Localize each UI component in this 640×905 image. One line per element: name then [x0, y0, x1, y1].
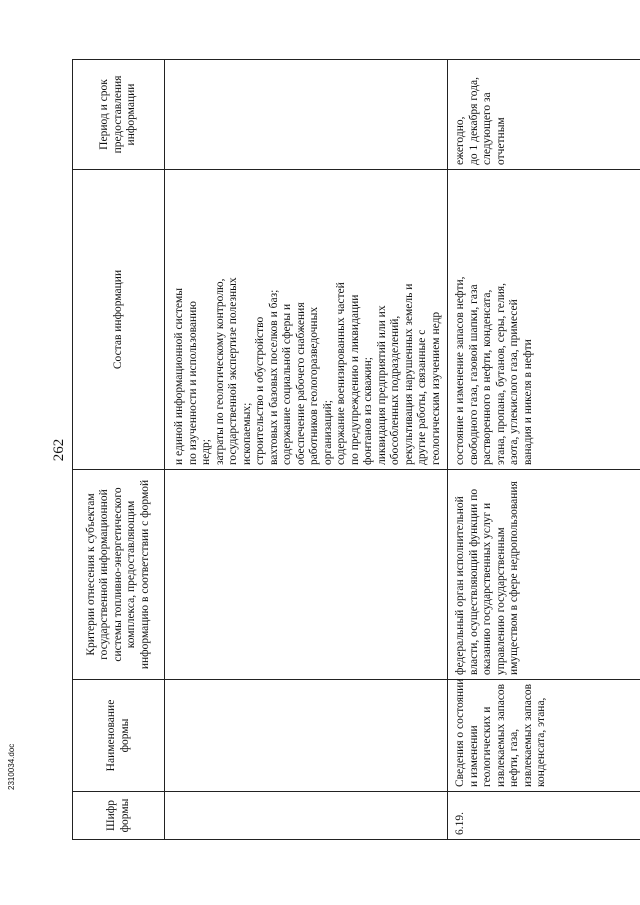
cell-period — [165, 60, 448, 170]
page-number: 262 — [51, 438, 67, 462]
header-criteria: Критерии отнесения к субъектам государственной информационной системы топливно-энергетического комплекса, предоставляющим информацию в соответствии с формой — [73, 470, 165, 680]
name-line: извлекаемых запасов — [521, 683, 534, 787]
content-line: недр; — [200, 439, 212, 465]
header-content: Состав информации — [73, 170, 165, 470]
content-line: другие работы, связанные с — [416, 329, 428, 465]
cell-name — [165, 680, 448, 792]
name-line: извлекаемых запасов — [494, 683, 507, 787]
content-line: содержание военизированных частей — [335, 282, 347, 465]
content-line: ванадия и никеля в нефти — [521, 339, 534, 465]
cell-criteria — [165, 470, 448, 680]
content-line: организаций; — [321, 400, 334, 465]
header-period: Период и срок предоставления информации — [73, 60, 165, 170]
table-row-6-19 — [448, 60, 640, 840]
content-line: азота, углекислого газа, примесей — [508, 299, 520, 465]
content-line: государственной экспертизе полезных — [227, 277, 239, 465]
content-line: фонтанов из скважин; — [362, 357, 374, 465]
cell-code: 6.19. — [448, 792, 640, 840]
forms-table — [72, 59, 640, 840]
content-line: состояние и изменение запасов нефти, — [454, 276, 466, 465]
content-line: обособленных подразделений, — [389, 315, 401, 465]
table-row-continuation — [165, 60, 448, 840]
document-page — [48, 60, 568, 840]
name-line: конденсата, этана, — [535, 697, 547, 787]
period-line: следующего за — [481, 92, 493, 165]
cell-content — [165, 170, 448, 470]
content-line: по предупреждению и ликвидации — [348, 294, 361, 465]
period-line: до 1 декабря года, — [467, 76, 480, 165]
header-form-name: Наименование формы — [73, 680, 165, 792]
content-line: вахтовых и базовых поселков и баз; — [267, 289, 280, 465]
cell-code — [165, 792, 448, 840]
cell-name — [448, 680, 640, 792]
cell-criteria — [448, 470, 640, 680]
criteria-line: управлению государственным — [494, 527, 507, 675]
content-line: этана, пропана, бутанов, серы, гелия, — [494, 283, 507, 465]
content-line: растворенного в нефти, конденсата, — [481, 289, 493, 465]
criteria-line: имуществом в сфере недропользования — [508, 481, 520, 675]
criteria-line: власти, осуществляющий функции по — [467, 488, 480, 675]
period-line: отчетным — [494, 117, 507, 165]
content-line: по изученности и использованию — [186, 301, 199, 465]
criteria-line: федеральный орган исполнительной — [454, 496, 466, 675]
content-line: рекультивация нарушенных земель и — [402, 283, 415, 465]
name-line: и изменении — [467, 725, 480, 787]
rotated-page — [48, 60, 568, 840]
content-line: и единой информационной системы — [173, 288, 185, 465]
header-form-code: Шифр формы — [73, 792, 165, 840]
table-header-row — [73, 60, 165, 840]
content-line: работников геологоразведочных — [308, 306, 320, 465]
content-line: ископаемых; — [240, 402, 253, 465]
period-line: ежегодно, — [454, 116, 466, 165]
name-line: геологических и — [481, 706, 493, 787]
content-line: затраты по геологическому контролю, — [213, 278, 226, 465]
content-line: ликвидация предприятий или их — [375, 305, 388, 465]
content-line: геологическим изучением недр — [429, 311, 442, 465]
content-line: строительство и обустройство — [254, 316, 266, 465]
criteria-line: оказанию государственных услуг и — [481, 502, 493, 675]
content-line: обеспечение рабочего снабжения — [294, 302, 307, 465]
file-name-mark: 2310034.doc — [7, 743, 16, 790]
cell-period — [448, 60, 640, 170]
content-line: содержание социальной сферы и — [281, 303, 293, 465]
name-line: Сведения о состоянии — [454, 678, 466, 787]
content-line: свободного газа, газовой шапки, газа — [467, 284, 480, 465]
name-line: нефти, газа, — [508, 728, 520, 787]
cell-content — [448, 170, 640, 470]
